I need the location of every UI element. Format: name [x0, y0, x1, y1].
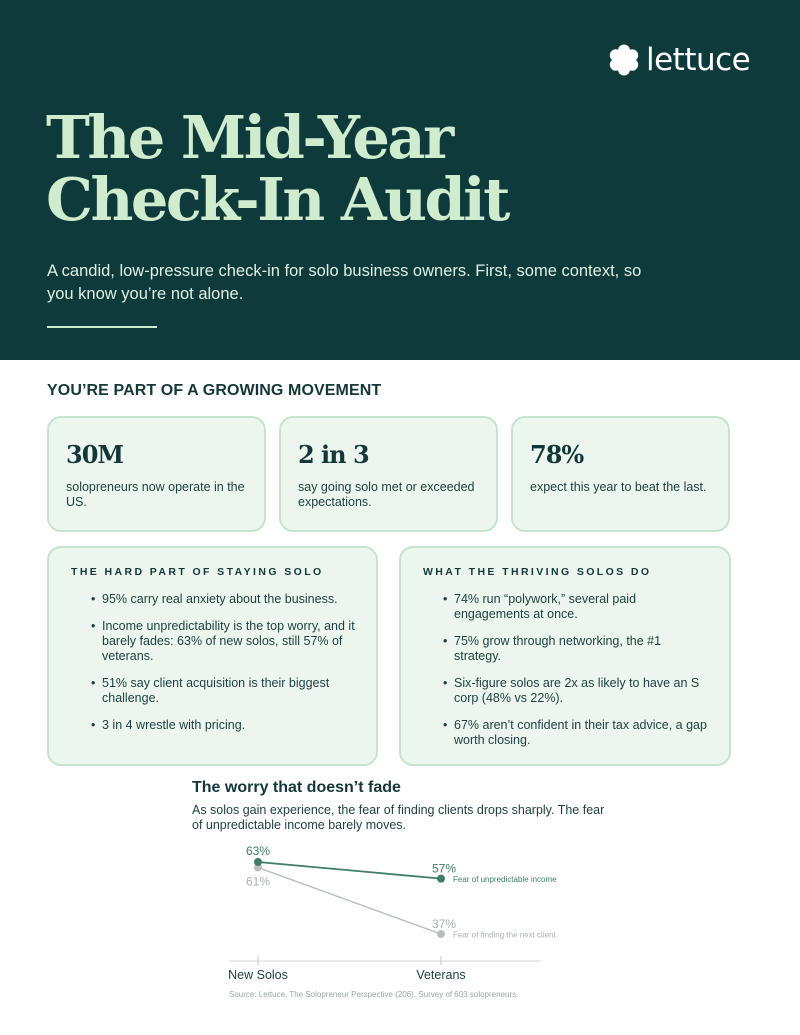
source-note: Source: Lettuce, The Solopreneur Perspective (206). Survey of 603 solopreneurs. [229, 990, 519, 999]
hard-part-panel [47, 546, 378, 766]
title-line-2: Check-In Audit [46, 165, 508, 234]
chart-title: The worry that doesn’t fade [192, 779, 401, 796]
data-point [437, 875, 445, 883]
list-item: • 75% grow through networking, the #1 strategy. [443, 634, 709, 664]
series-name-label: Fear of unpredictable income [453, 875, 557, 885]
stat-label: expect this year to beat the last. [530, 480, 707, 494]
stat-card-solopreneurs [47, 416, 266, 532]
series-name-label: Fear of finding the next client [453, 930, 556, 940]
thriving-panel [399, 546, 731, 766]
stat-value: 78% [530, 440, 584, 469]
list-item: • Income unpredictability is the top worry, and it barely fades: 63% of new solos, still 57% of veterans. [91, 619, 356, 664]
list-item: • 67% aren’t confident in their tax advice, a gap worth closing. [443, 718, 709, 748]
data-label: 57% [431, 861, 457, 876]
list-item: • 3 in 4 wrestle with pricing. [91, 718, 356, 733]
data-label: 63% [245, 844, 271, 858]
data-label: 61% [245, 874, 271, 889]
list-item: • 95% carry real anxiety about the business. [91, 592, 356, 607]
data-point [437, 930, 445, 938]
title-divider [47, 326, 157, 328]
series-line [258, 862, 441, 879]
page-subtitle: A candid, low-pressure check-in for solo business owners. First, some context, so you know you’re not alone. [47, 262, 642, 303]
list-item: • 51% say client acquisition is their biggest challenge. [91, 676, 356, 706]
brand-name: lettuce [646, 42, 751, 78]
chart-subtitle: As solos gain experience, the fear of finding clients drops sharply. The fear of unpredictable income barely moves. [192, 803, 605, 832]
thriving-list [423, 592, 709, 748]
list-item: • 74% run “polywork,” several paid engagements at once. [443, 592, 709, 622]
hard-part-list [71, 592, 356, 733]
title-line-1: The Mid-Year [46, 103, 452, 172]
panel-title: WHAT THE THRIVING SOLOS DO [423, 566, 652, 578]
x-tick-label: Veterans [416, 968, 466, 982]
data-label: 37% [431, 917, 457, 931]
data-point [254, 858, 262, 866]
movement-heading: YOU’RE PART OF A GROWING MOVEMENT [47, 382, 382, 399]
hero-banner [0, 0, 800, 360]
slope-chart [0, 830, 800, 1035]
stat-label: say going solo met or exceeded expectations. [298, 480, 475, 509]
page-title [46, 103, 686, 234]
x-tick-label: New Solos [228, 968, 288, 982]
stat-card-outlook [511, 416, 730, 532]
brand-logo [608, 42, 750, 78]
stat-label: solopreneurs now operate in the US. [66, 480, 245, 509]
panel-title: THE HARD PART OF STAYING SOLO [71, 566, 324, 578]
stat-value: 30M [66, 440, 123, 469]
flower-blob-icon [608, 44, 640, 76]
stat-value: 2 in 3 [298, 440, 369, 469]
list-item: • Six-figure solos are 2x as likely to have an S corp (48% vs 22%). [443, 676, 709, 706]
series-line [258, 868, 441, 934]
stat-card-expectations [279, 416, 498, 532]
